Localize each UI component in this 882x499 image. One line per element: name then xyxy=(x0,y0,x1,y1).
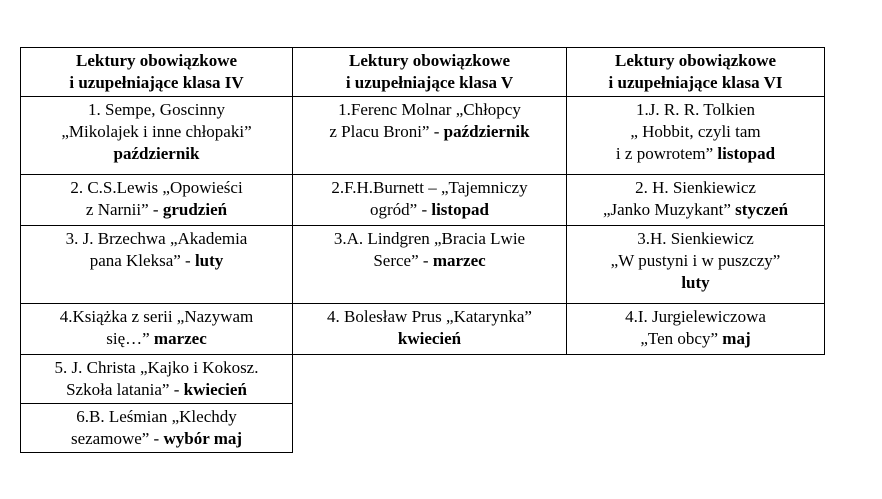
cell-text: się…” xyxy=(106,329,154,348)
cell-line: 5. J. Christa „Kajko i Kokosz. xyxy=(54,358,259,377)
header-class-vi xyxy=(567,48,825,97)
header-line: Lektury obowiązkowe xyxy=(614,51,777,70)
month-label: kwiecień xyxy=(183,380,247,399)
header-line: Lektury obowiązkowe xyxy=(348,51,511,70)
cell-line: 1. Sempe, Goscinny xyxy=(88,100,225,119)
cell-text: sezamowe” - xyxy=(70,429,164,448)
cell-line xyxy=(570,143,821,165)
month-label: wybór maj xyxy=(163,429,243,448)
month-label: listopad xyxy=(431,200,489,219)
header-class-v xyxy=(293,48,567,97)
table-cell xyxy=(567,97,825,175)
cell-line: 4.I. Jurgielewiczowa xyxy=(625,307,766,326)
table-row xyxy=(21,304,825,355)
cell-line: 2. C.S.Lewis „Opowieści xyxy=(70,178,243,197)
table-row xyxy=(21,355,825,404)
cell-line: 1.J. R. R. Tolkien xyxy=(636,100,755,119)
cell-text: pana Kleksa” - xyxy=(89,251,195,270)
table-cell xyxy=(567,226,825,304)
cell-text: Serce” - xyxy=(373,251,433,270)
header-line: Lektury obowiązkowe xyxy=(75,51,238,70)
reading-list-table xyxy=(20,47,825,453)
month-label: maj xyxy=(722,329,751,348)
cell-text: Szkoła latania” - xyxy=(66,380,184,399)
cell-line: 4.Książka z serii „Nazywam xyxy=(59,307,254,326)
table-cell xyxy=(293,97,567,175)
cell-line xyxy=(570,199,821,221)
cell-line: 3.A. Lindgren „Bracia Lwie xyxy=(333,229,526,248)
month-label: kwiecień xyxy=(397,329,462,348)
cell-text: „Janko Muzykant” xyxy=(602,200,736,219)
table-row xyxy=(21,404,825,453)
month-label: luty xyxy=(681,273,710,292)
table-cell xyxy=(21,404,293,453)
table-cell xyxy=(567,304,825,355)
month-label: styczeń xyxy=(735,200,789,219)
empty-cell xyxy=(567,355,825,404)
month-label: październik xyxy=(443,122,530,141)
header-line: i uzupełniające klasa V xyxy=(345,73,514,92)
cell-text: z Placu Broni” - xyxy=(329,122,444,141)
cell-line xyxy=(296,121,563,143)
cell-line xyxy=(296,199,563,221)
cell-text: ogród” - xyxy=(369,200,432,219)
month-label: listopad xyxy=(717,144,776,163)
cell-line: „W pustyni i w puszczy” xyxy=(610,251,781,270)
cell-line: 4. Bolesław Prus „Katarynka” xyxy=(327,307,532,326)
cell-line xyxy=(24,328,289,350)
month-label: marzec xyxy=(432,251,486,270)
table-cell xyxy=(567,175,825,226)
month-label: październik xyxy=(113,144,200,163)
cell-line: „Mikolajek i inne chłopaki” xyxy=(61,122,252,141)
header-line: i uzupełniające klasa IV xyxy=(69,73,244,92)
month-label: luty xyxy=(194,251,224,270)
cell-line xyxy=(570,328,821,350)
table-cell xyxy=(21,175,293,226)
header-line: i uzupełniające klasa VI xyxy=(608,73,783,92)
table-cell xyxy=(21,355,293,404)
empty-cell xyxy=(293,355,567,404)
empty-cell xyxy=(567,404,825,453)
cell-line: 1.Ferenc Molnar „Chłopcy xyxy=(338,100,521,119)
cell-text: „Ten obcy” xyxy=(640,329,723,348)
cell-text: i z powrotem” xyxy=(615,144,718,163)
cell-month xyxy=(570,272,821,294)
table-header-row xyxy=(21,48,825,97)
cell-line: 3. J. Brzechwa „Akademia xyxy=(65,229,248,248)
cell-line: 6.B. Leśmian „Klechdy xyxy=(76,407,237,426)
month-label: marzec xyxy=(153,329,207,348)
cell-text: z Narnii” - xyxy=(85,200,163,219)
cell-line xyxy=(24,428,289,450)
cell-line xyxy=(24,199,289,221)
cell-month xyxy=(24,143,289,165)
table-cell xyxy=(293,304,567,355)
header-class-iv xyxy=(21,48,293,97)
cell-line xyxy=(24,379,289,401)
cell-line: 2. H. Sienkiewicz xyxy=(635,178,756,197)
cell-line xyxy=(24,250,289,272)
cell-line: „ Hobbit, czyli tam xyxy=(630,122,761,141)
table-cell xyxy=(293,226,567,304)
month-label: grudzień xyxy=(162,200,228,219)
cell-line: 2.F.H.Burnett – „Tajemniczy xyxy=(331,178,528,197)
cell-line: 3.H. Sienkiewicz xyxy=(637,229,754,248)
table-row xyxy=(21,97,825,175)
table-cell xyxy=(21,226,293,304)
table-cell xyxy=(21,304,293,355)
table-row xyxy=(21,226,825,304)
empty-cell xyxy=(293,404,567,453)
table-cell xyxy=(21,97,293,175)
table-cell xyxy=(293,175,567,226)
table-row xyxy=(21,175,825,226)
cell-month xyxy=(296,328,563,350)
cell-line xyxy=(296,250,563,272)
